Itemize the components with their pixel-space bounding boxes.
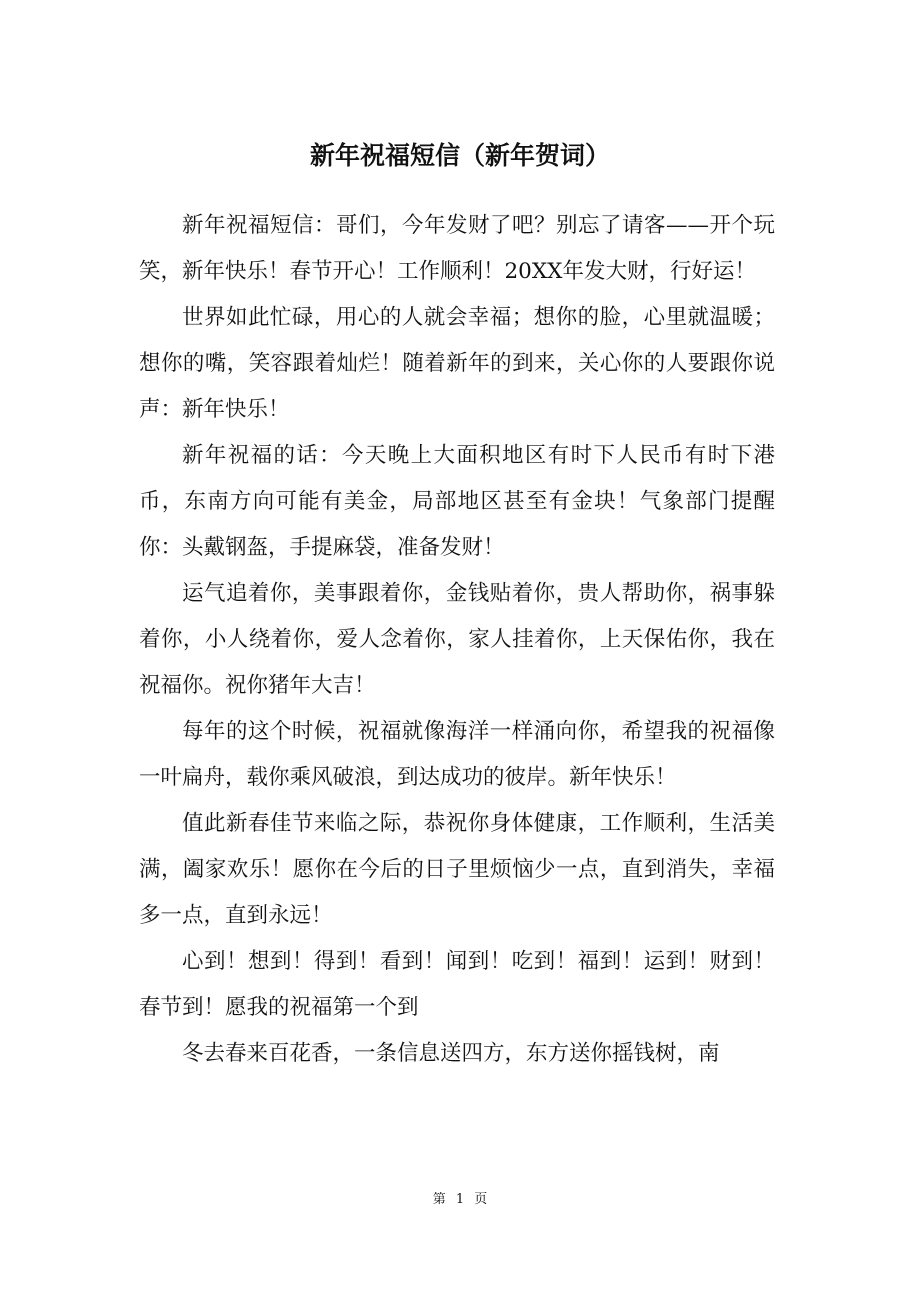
paragraph: 世界如此忙碌，用心的人就会幸福；想你的脸，心里就温暖；想你的嘴，笑容跟着灿烂！随着新年的到来，关心你的人要跟你说声：新年快乐！ — [139, 305, 775, 422]
page-number-suffix: 页 — [474, 1192, 488, 1207]
paragraph: 值此新春佳节来临之际，恭祝你身体健康，工作顺利，生活美满，阖家欢乐！愿你在今后的日子里烦恼少一点，直到消失，幸福多一点，直到永远！ — [139, 811, 775, 928]
paragraph: 新年祝福短信：哥们，今年发财了吧？别忘了请客——开个玩笑，新年快乐！春节开心！工作顺利！20XX年发大财，行好运！ — [139, 213, 775, 284]
page-footer — [0, 1190, 920, 1210]
paragraph: 运气追着你，美事跟着你，金钱贴着你，贵人帮助你，祸事躲着你，小人绕着你，爱人念着你，家人挂着你，上天保佑你，我在祝福你。祝你猪年大吉！ — [139, 581, 775, 698]
page-number-prefix: 第 — [432, 1192, 446, 1207]
paragraph: 新年祝福的话：今天晚上大面积地区有时下人民币有时下港币，东南方向可能有美金，局部地区甚至有金块！气象部门提醒你：头戴钢盔，手提麻袋，准备发财！ — [139, 443, 775, 560]
paragraph: 心到！想到！得到！看到！闻到！吃到！福到！运到！财到！春节到！愿我的祝福第一个到 — [139, 949, 775, 1020]
document-body — [139, 203, 775, 1077]
paragraph: 每年的这个时候，祝福就像海洋一样涌向你，希望我的祝福像一叶扁舟，载你乘风破浪，到达成功的彼岸。新年快乐！ — [139, 719, 775, 790]
page-number: 1 — [455, 1192, 465, 1207]
document-title: 新年祝福短信（新年贺词） — [309, 141, 610, 170]
paragraph: 冬去春来百花香，一条信息送四方，东方送你摇钱树，南 — [182, 1041, 720, 1066]
